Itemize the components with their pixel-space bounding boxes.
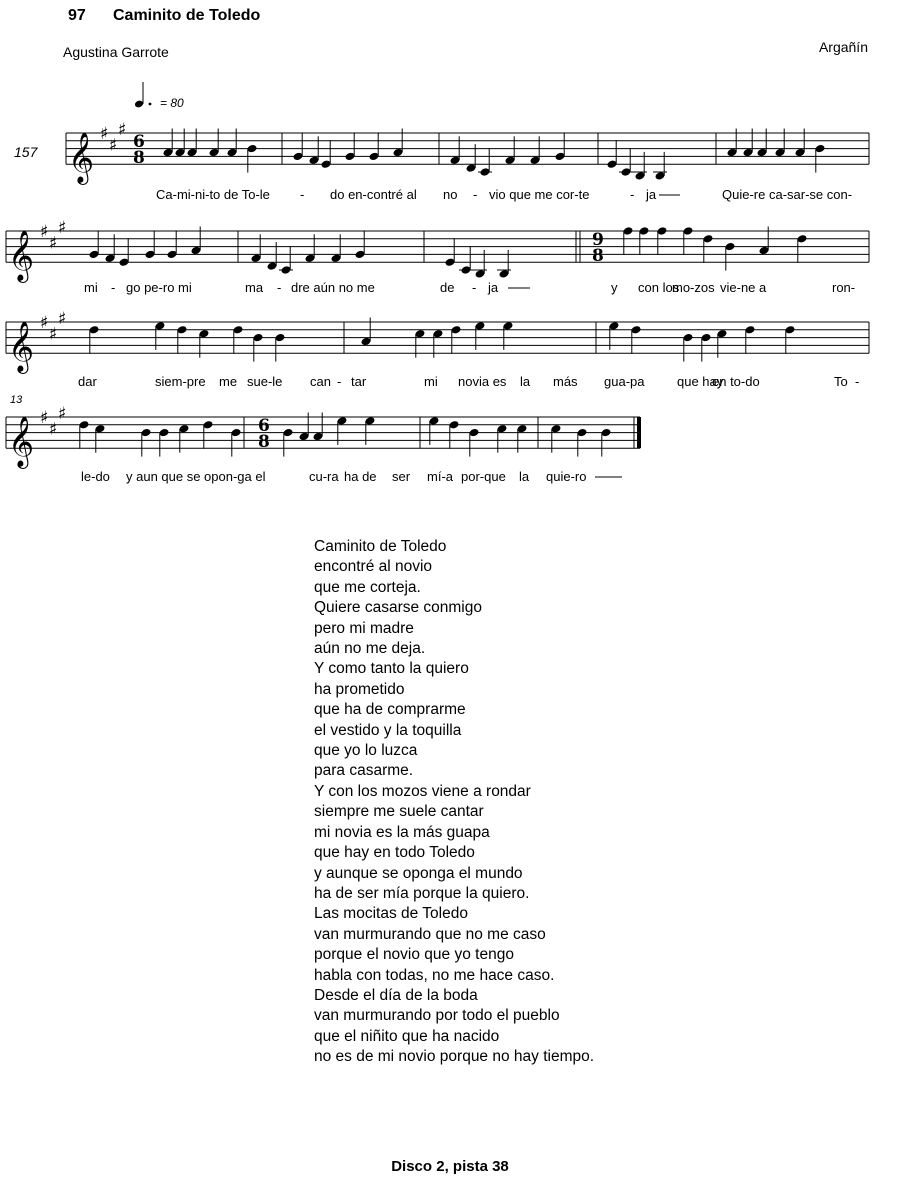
lyric-syllable: siem-pre — [155, 374, 206, 389]
lyric-syllable: me — [219, 374, 238, 389]
lyric-syllable: vio que me cor-te — [489, 187, 590, 202]
lyric-syllable: cu-ra — [309, 469, 339, 484]
poem-line: Y con los mozos viene a rondar — [314, 782, 531, 800]
lyric-syllable: novia es — [458, 374, 507, 389]
poem-line: que hay en todo Toledo — [314, 844, 475, 862]
poem-line: para casarme. — [314, 762, 414, 780]
treble-clef-icon: 𝄞 — [68, 132, 95, 184]
lyric-syllable: - — [630, 187, 635, 202]
music-score — [0, 0, 900, 500]
poem-line: que yo lo luzca — [314, 742, 418, 760]
lyric-syllable: mo-zos — [672, 280, 715, 295]
poem-line: mi novia es la más guapa — [314, 823, 490, 841]
singer-name: Agustina Garrote — [63, 44, 169, 60]
poem-line: no es de mi novio porque no hay tiempo. — [314, 1048, 595, 1066]
lyric-syllable: - — [472, 280, 477, 295]
sharp-icon: ♯ — [100, 124, 109, 144]
poem-line: ha de ser mía porque la quiero. — [314, 884, 530, 902]
lyric-syllable: la — [519, 469, 530, 484]
poem-line: que me corteja. — [314, 578, 421, 596]
poem-line: Quiere casarse conmigo — [314, 599, 482, 617]
sharp-icon: ♯ — [49, 324, 58, 345]
lyric-syllable: ha de — [344, 469, 377, 484]
lyric-syllable: do en-contré al — [330, 187, 417, 202]
treble-clef-icon: 𝄞 — [8, 230, 35, 282]
lyric-syllable: gua-pa — [604, 374, 645, 389]
poem-line: ha prometido — [314, 680, 405, 698]
lyric-syllable: sue-le — [247, 374, 283, 389]
time-signature-denominator: 8 — [258, 432, 270, 452]
sharp-icon: ♯ — [58, 309, 67, 330]
lyric-syllable: más — [553, 374, 578, 389]
lyric-syllable: dre aún no me — [291, 280, 375, 295]
poem-line: siempre me suele cantar — [314, 803, 484, 821]
poem-line: encontré al novio — [314, 558, 433, 576]
sharp-icon: ♯ — [109, 135, 118, 156]
lyric-syllable: - — [473, 187, 478, 202]
lyric-syllable: quie-ro — [546, 469, 587, 484]
tempo-dot-icon — [149, 103, 152, 106]
lyric-syllable: can — [310, 374, 331, 389]
poem-text — [314, 537, 594, 1068]
place-name: Argañín — [818, 39, 868, 55]
poem-line: aún no me deja. — [314, 640, 426, 658]
time-signature-numerator: 6 — [133, 132, 145, 152]
sharp-icon: ♯ — [49, 419, 58, 440]
lyric-syllable: go pe-ro mi — [126, 280, 192, 295]
poem-line: pero mi madre — [314, 619, 414, 637]
sharp-icon: ♯ — [58, 404, 67, 425]
treble-clef-icon: 𝄞 — [8, 321, 35, 373]
sharp-icon: ♯ — [49, 233, 58, 254]
time-signature-numerator: 9 — [592, 230, 604, 250]
poem-line: habla con todas, no me hace caso. — [314, 966, 555, 984]
poem-line: Desde el día de la boda — [314, 986, 478, 1004]
lyric-syllable: con los — [638, 280, 680, 295]
time-signature-numerator: 6 — [258, 416, 270, 436]
lyric-syllable: le-do — [81, 469, 110, 484]
lyric-syllable: y — [611, 280, 618, 295]
sharp-icon: ♯ — [58, 218, 67, 239]
lyric-syllable: mi — [424, 374, 438, 389]
reference-number: 157 — [14, 144, 38, 160]
lyric-syllable: vie-ne a — [720, 280, 767, 295]
lyric-syllable: de — [440, 280, 455, 295]
sharp-icon: ♯ — [40, 222, 49, 242]
sharp-icon: ♯ — [40, 408, 49, 428]
treble-clef-icon: 𝄞 — [8, 416, 35, 468]
lyric-syllable: ma — [245, 280, 264, 295]
lyric-syllable: mi — [84, 280, 98, 295]
lyric-syllable: To — [834, 374, 848, 389]
lyric-syllable: Ca-mi-ni-to de To-le — [156, 187, 270, 202]
sharp-icon: ♯ — [40, 313, 49, 333]
lyric-syllable: en to-do — [712, 374, 760, 389]
song-number: 97 — [68, 7, 86, 24]
lyric-syllable: ser — [392, 469, 411, 484]
lyric-syllable: ja — [488, 280, 499, 295]
poem-line: Las mocitas de Toledo — [314, 905, 468, 923]
poem-line: van murmurando que no me caso — [314, 925, 546, 943]
lyric-syllable: - — [855, 374, 860, 389]
time-signature-denominator: 8 — [133, 148, 145, 168]
poem-line: el vestido y la toquilla — [314, 721, 462, 739]
time-signature-denominator: 8 — [592, 246, 604, 266]
lyric-syllable: que hay — [677, 374, 724, 389]
poem-line: y aunque se oponga el mundo — [314, 864, 523, 882]
lyric-syllable: - — [300, 187, 305, 202]
lyric-syllable: no — [443, 187, 458, 202]
lyric-syllable: por-que — [461, 469, 506, 484]
tempo-marking: = 80 — [160, 96, 184, 110]
poem-line: que el niñito que ha nacido — [314, 1027, 500, 1045]
lyric-syllable: tar — [351, 374, 367, 389]
lyric-syllable: la — [520, 374, 531, 389]
poem-line: Caminito de Toledo — [314, 538, 447, 555]
poem-line: porque el novio que yo tengo — [314, 946, 514, 964]
measure-number: 13 — [10, 394, 23, 406]
lyric-syllable: mí-a — [427, 469, 453, 484]
lyric-syllable: - — [337, 374, 342, 389]
lyric-syllable: y aun que se opon-ga el — [126, 469, 266, 484]
lyric-syllable: - — [111, 280, 116, 295]
lyric-syllable: - — [277, 280, 282, 295]
lyric-syllable: ja — [646, 187, 657, 202]
sharp-icon: ♯ — [118, 120, 127, 141]
lyric-syllable: ron- — [832, 280, 856, 295]
poem-line: van murmurando por todo el pueblo — [314, 1007, 560, 1025]
poem-line: que ha de comprarme — [314, 701, 466, 719]
poem-line: Y como tanto la quiero — [314, 660, 469, 678]
footer-caption: Disco 2, pista 38 — [391, 1158, 509, 1175]
song-title: Caminito de Toledo — [113, 7, 261, 24]
final-barline — [637, 417, 641, 448]
lyric-syllable: dar — [78, 374, 97, 389]
lyric-syllable: Quie-re ca-sar-se con- — [722, 187, 853, 202]
